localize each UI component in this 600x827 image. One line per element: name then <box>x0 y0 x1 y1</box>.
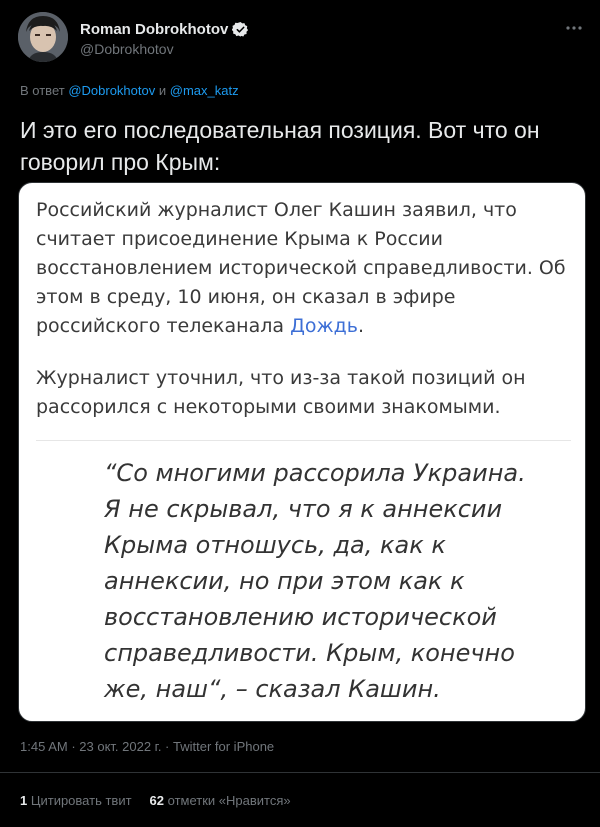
tweet-date[interactable]: 23 окт. 2022 г. <box>79 739 162 754</box>
article-paragraph-1-text: Российский журналист Олег Кашин заявил, что считает присоединение Крыма к России восстановлением исторической справедливости. Об этом в среду, 10 июня, он сказал в эфире российского телеканала <box>36 199 566 337</box>
author-name-label: Roman Dobrokhotov <box>80 21 229 38</box>
reply-prefix: В ответ <box>20 83 65 98</box>
article-paragraph-1-end: . <box>358 315 365 337</box>
more-dots-icon[interactable] <box>562 20 586 36</box>
author-name[interactable] <box>80 21 249 38</box>
embedded-image[interactable] <box>18 182 586 722</box>
article-link-dozhd: Дождь <box>290 315 358 337</box>
article-paragraph-1 <box>36 196 576 341</box>
tweet-source[interactable]: Twitter for iPhone <box>173 739 275 754</box>
reply-conjunction: и <box>158 83 167 98</box>
likes-count: 62 <box>149 793 165 808</box>
article-paragraph-2: Журналист уточнил, что из-за такой позиций он рассорился с некоторыми своими знакомыми. <box>36 367 526 418</box>
quote-tweets-label: Цитировать твит <box>30 793 132 808</box>
verified-badge-icon <box>232 21 249 38</box>
quote-tweets-count: 1 <box>20 793 28 808</box>
tweet-text: И это его последовательная позиция. Вот что он говорил про Крым: <box>20 117 540 175</box>
article-divider <box>36 440 571 441</box>
tweet-time[interactable]: 1:45 AM <box>20 739 68 754</box>
avatar-image <box>18 12 68 62</box>
quote-tweets-stat[interactable] <box>20 793 132 808</box>
avatar[interactable] <box>18 12 68 62</box>
likes-stat[interactable] <box>150 793 291 808</box>
likes-label: отметки «Нравится» <box>167 793 291 808</box>
article-quote: “Со многими рассорила Украина. Я не скрывал, что я к аннексии Крыма отношусь, да, как к аннексии, но при этом как к восстановлению исторической справедливости. Крым, конечно же, наш“, – сказал Кашин. <box>104 459 526 703</box>
reply-mention-dobrokhotov[interactable]: @Dobrokhotov <box>68 83 156 98</box>
tweet-meta: 1:45 AM · 23 окт. 2022 г. · Twitter for iPhone <box>20 739 275 754</box>
divider-top <box>0 772 600 773</box>
tweet-stats <box>20 793 291 808</box>
reply-context <box>20 83 239 98</box>
reply-mention-max-katz[interactable]: @max_katz <box>169 83 239 98</box>
author-handle[interactable]: @Dobrokhotov <box>80 41 174 57</box>
